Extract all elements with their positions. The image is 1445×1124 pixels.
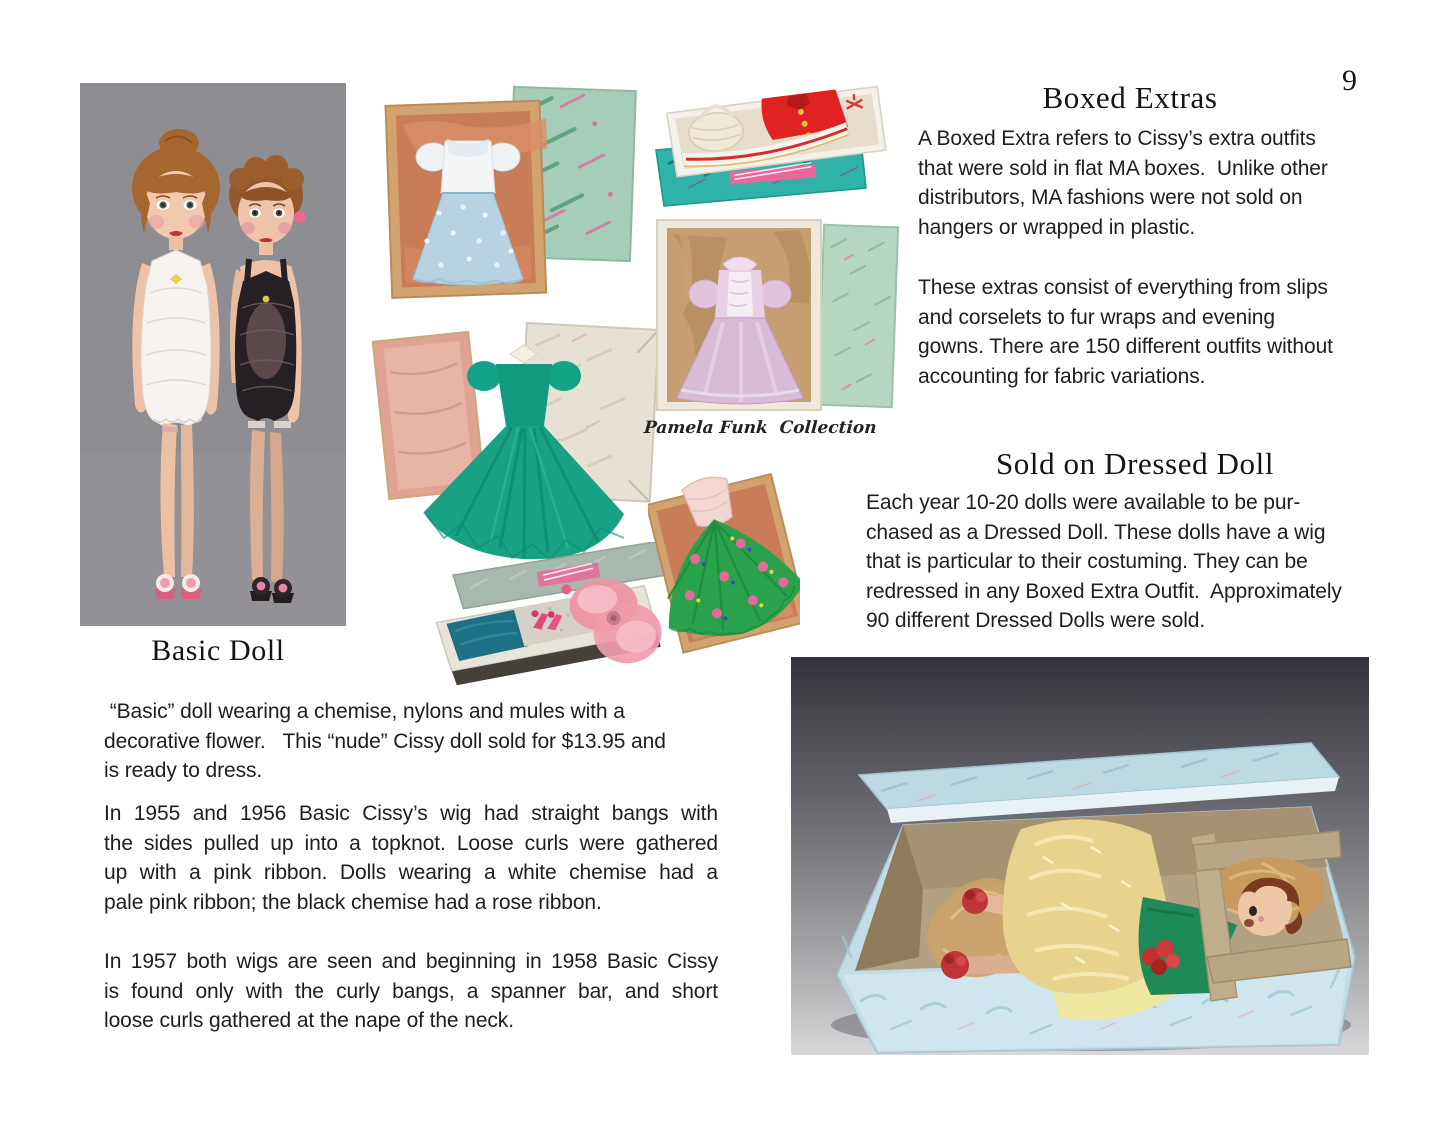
basic-doll-paragraph-3: In 1957 both wigs are seen and beginning in 1958 Basic Cissy is found only with the curly bangs, a spanner bar, and short loose curls gathered at the nape of the neck. [104,950,718,1033]
photo-blue-dress-box [383,83,645,318]
heading-sold-on-dressed-doll: Sold on Dressed Doll [995,446,1275,481]
photo-credit-caption: Pamela Funk Collection [643,418,878,438]
photo-basic-dolls [80,83,346,626]
photo-red-jacket-box [652,84,897,214]
box-lid-mint-2 [818,225,898,407]
photo-pink-dress-box [653,214,900,420]
boxed-extras-paragraph-1: A Boxed Extra refers to Cissy’s extra outfits that were sold in flat MA boxes. Unlike other distributors, MA fashions were not sold on hangers or wrapped in plastic. [918,127,1328,239]
photo-green-skirt-box [648,464,800,654]
dressed-doll-paragraph: Each year 10-20 dolls were available to be pur- chased as a Dressed Doll. These dolls have a wig that is particular to their costuming. They can be redressed in any Boxed Extra Outfit. Approximately 90 different Dressed Dolls were sold. [866,491,1342,633]
page-number: 9 [1342,64,1357,97]
photo-green-dress-box [372,308,664,566]
photo-dressed-doll-in-box [791,657,1369,1055]
basic-doll-paragraph-1: “Basic” doll wearing a chemise, nylons and mules with a decorative flower. This “nude” Cissy doll sold for $13.95 and is ready to dress. [104,700,666,783]
heading-boxed-extras: Boxed Extras [1042,80,1218,115]
boxed-extras-paragraph-2: These extras consist of everything from slips and corselets to fur wraps and evening gowns. There are 150 different outfits without accounting for fabric variations. [918,276,1333,388]
basic-doll-paragraph-2: In 1955 and 1956 Basic Cissy’s wig had straight bangs with the sides pulled up into a topknot. Loose curls were gathered up with a pink ribbon. Dolls wearing a white chemise had a pale pink ribbon; the black chemise had a rose ribbon. [104,802,718,914]
heading-basic-doll: Basic Doll [151,634,285,667]
